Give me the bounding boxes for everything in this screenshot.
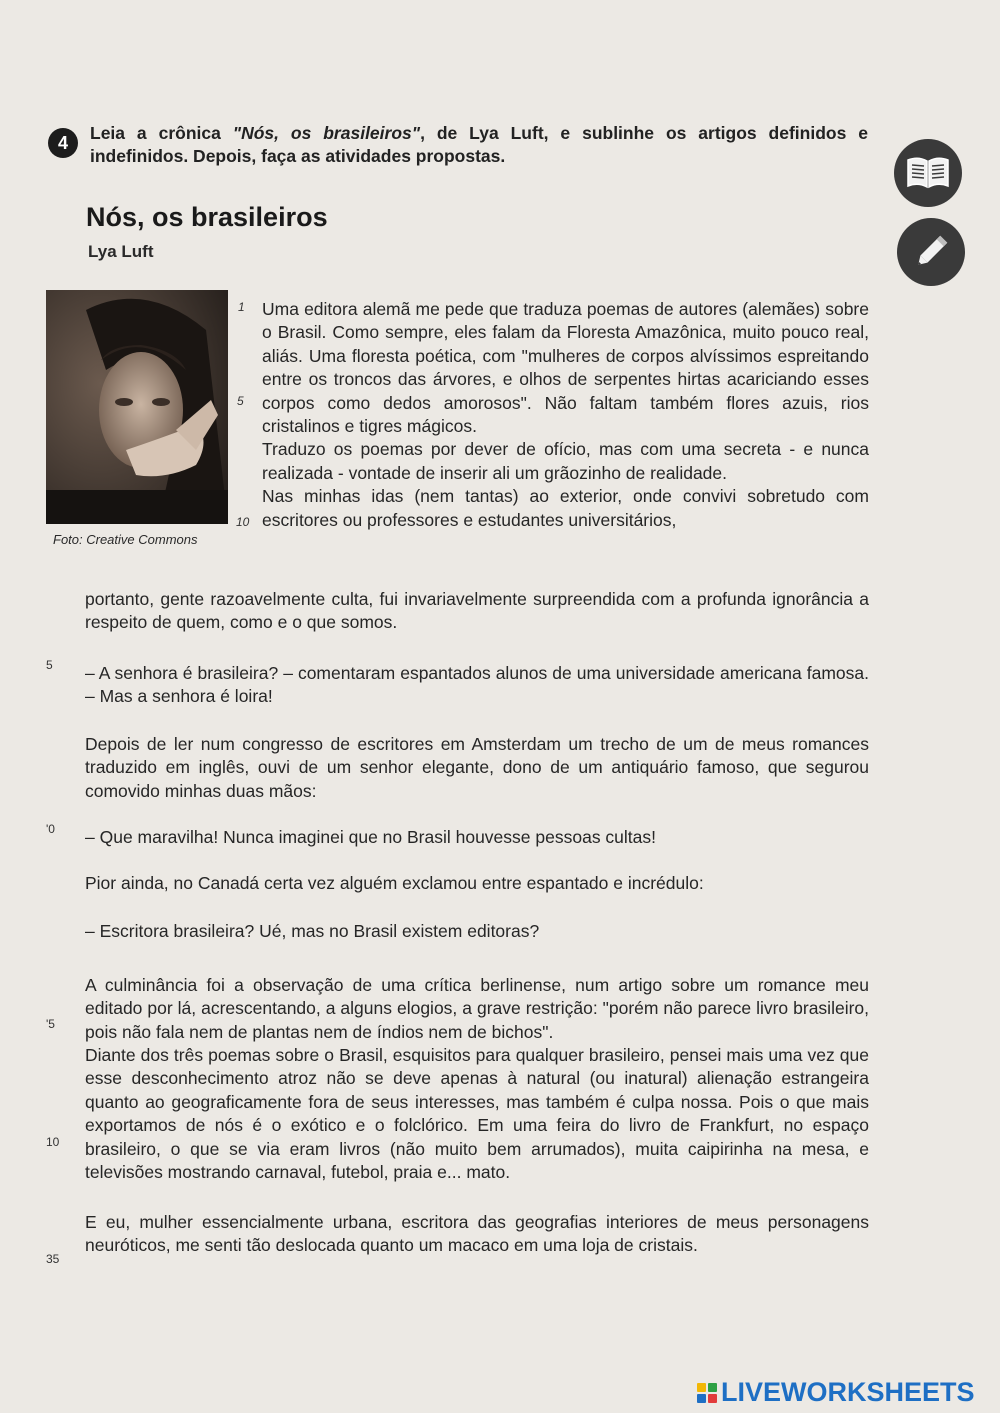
paragraph-1: Uma editora alemã me pede que traduza poemas de autores (alemães) sobre o Brasil. Como sempre, eles falam da Floresta Amazônica, muito pouco real, aliás. Uma floresta poética, com "mulheres de corpos alvíssimos espreitando entre os troncos das árvores, e olhos de serpentes hirtas acariciando esses corpos como dedos amorosos". Não faltam também flores azuis, rios cristalinos e tigres mágicos. — [262, 299, 869, 437]
logo-square-3 — [697, 1394, 706, 1403]
article-intro-column — [262, 298, 869, 532]
watermark-text: LIVEWORKSHEETS — [721, 1377, 975, 1407]
paragraph-3-end: portanto, gente razoavelmente culta, fui invariavelmente surpreendida com a profunda ignorância a respeito de quem, como e o que somos. — [85, 589, 869, 633]
instruction-text-after: , de Lya Luft, e sublinhe os artigos definidos e indefinidos. Depois, faça as atividades propostas. — [90, 123, 868, 166]
photo-caption: Foto: Creative Commons — [53, 532, 198, 547]
paragraph-4: – A senhora é brasileira? – comentaram espantados alunos de uma universidade americana famosa. – Mas a senhora é loira! — [85, 663, 869, 707]
paragraph-11: E eu, mulher essencialmente urbana, escritora das geografias interiores de meus personagens neuróticos, me senti tão deslocada quanto um macaco em uma loja de cristais. — [85, 1212, 869, 1256]
logo-square-4 — [708, 1394, 717, 1403]
line-number-25: '5 — [46, 1017, 55, 1031]
line-number-1: 1 — [238, 300, 245, 314]
logo-square-2 — [708, 1383, 717, 1392]
paragraph-7: Pior ainda, no Canadá certa vez alguém exclamou entre espantado e incrédulo: — [85, 873, 704, 893]
question-instruction — [90, 122, 868, 168]
paragraph-6: – Que maravilha! Nunca imaginei que no Brasil houvesse pessoas cultas! — [85, 827, 657, 847]
instruction-text-before: Leia a crônica — [90, 123, 233, 143]
pencil-icon — [911, 232, 951, 272]
question-number-badge — [48, 128, 78, 158]
line-number-5: 5 — [237, 394, 244, 408]
writing-badge — [897, 218, 965, 286]
liveworksheets-watermark — [697, 1377, 975, 1408]
paragraph-2: Traduzo os poemas por dever de ofício, mas com uma secreta - e nunca realizada - vontade de inserir ali um grãozinho de realidade. — [262, 439, 869, 483]
paragraph-3-start: Nas minhas idas (nem tantas) ao exterior, onde convivi sobretudo com escritores ou professores e estudantes universitários, — [262, 486, 869, 530]
line-number-20: '0 — [46, 822, 55, 836]
paragraph-5: Depois de ler num congresso de escritores em Amsterdam um trecho de um de meus romances traduzido em inglês, ouvi de um senhor elegante, dono de um antiquário famoso, que segurou comovido minhas duas mãos: — [85, 734, 869, 801]
paragraph-10: Diante dos três poemas sobre o Brasil, esquisitos para qualquer brasileiro, pensei mais uma vez que esse desconhecimento atroz não se deve apenas à natural (ou inatural) alienação estrangeira quanto ao geograficamente fora de seus interesses, mas também é culpa nossa. Pois o que mais exportamos de nós é o exótico e o folclórico. Em uma feira do livro de Frankfurt, no espaço brasileiro, o que se via eram livros (não muito bem arrumados), muita caipirinha na mesa, e televisões mostrando carnaval, futebol, praia e... mato. — [85, 1045, 869, 1183]
author-photo — [46, 290, 228, 524]
article-title: Nós, os brasileiros — [86, 202, 328, 232]
reading-badge — [894, 139, 962, 207]
line-number-30: 10 — [46, 1135, 60, 1149]
instruction-title-ref: "Nós, os brasileiros" — [232, 123, 421, 143]
line-number-10: 10 — [236, 515, 250, 529]
liveworksheets-logo-icon — [697, 1383, 717, 1403]
logo-square-1 — [697, 1383, 706, 1392]
paragraph-9: A culminância foi a observação de uma crítica berlinense, num artigo sobre um romance meu editado por lá, acrescentando, a alguns elogios, a grave restrição: "porém não parece livro brasileiro, pois não fala nem de plantas nem de índios nem de bichos". — [85, 975, 869, 1042]
article-author: Lya Luft — [88, 242, 154, 261]
line-number-35: 35 — [46, 1252, 60, 1266]
paragraph-8: – Escritora brasileira? Ué, mas no Brasil existem editoras? — [85, 921, 540, 941]
book-icon — [905, 156, 951, 190]
question-number: 4 — [57, 132, 68, 153]
line-number-15: 5 — [46, 658, 53, 672]
